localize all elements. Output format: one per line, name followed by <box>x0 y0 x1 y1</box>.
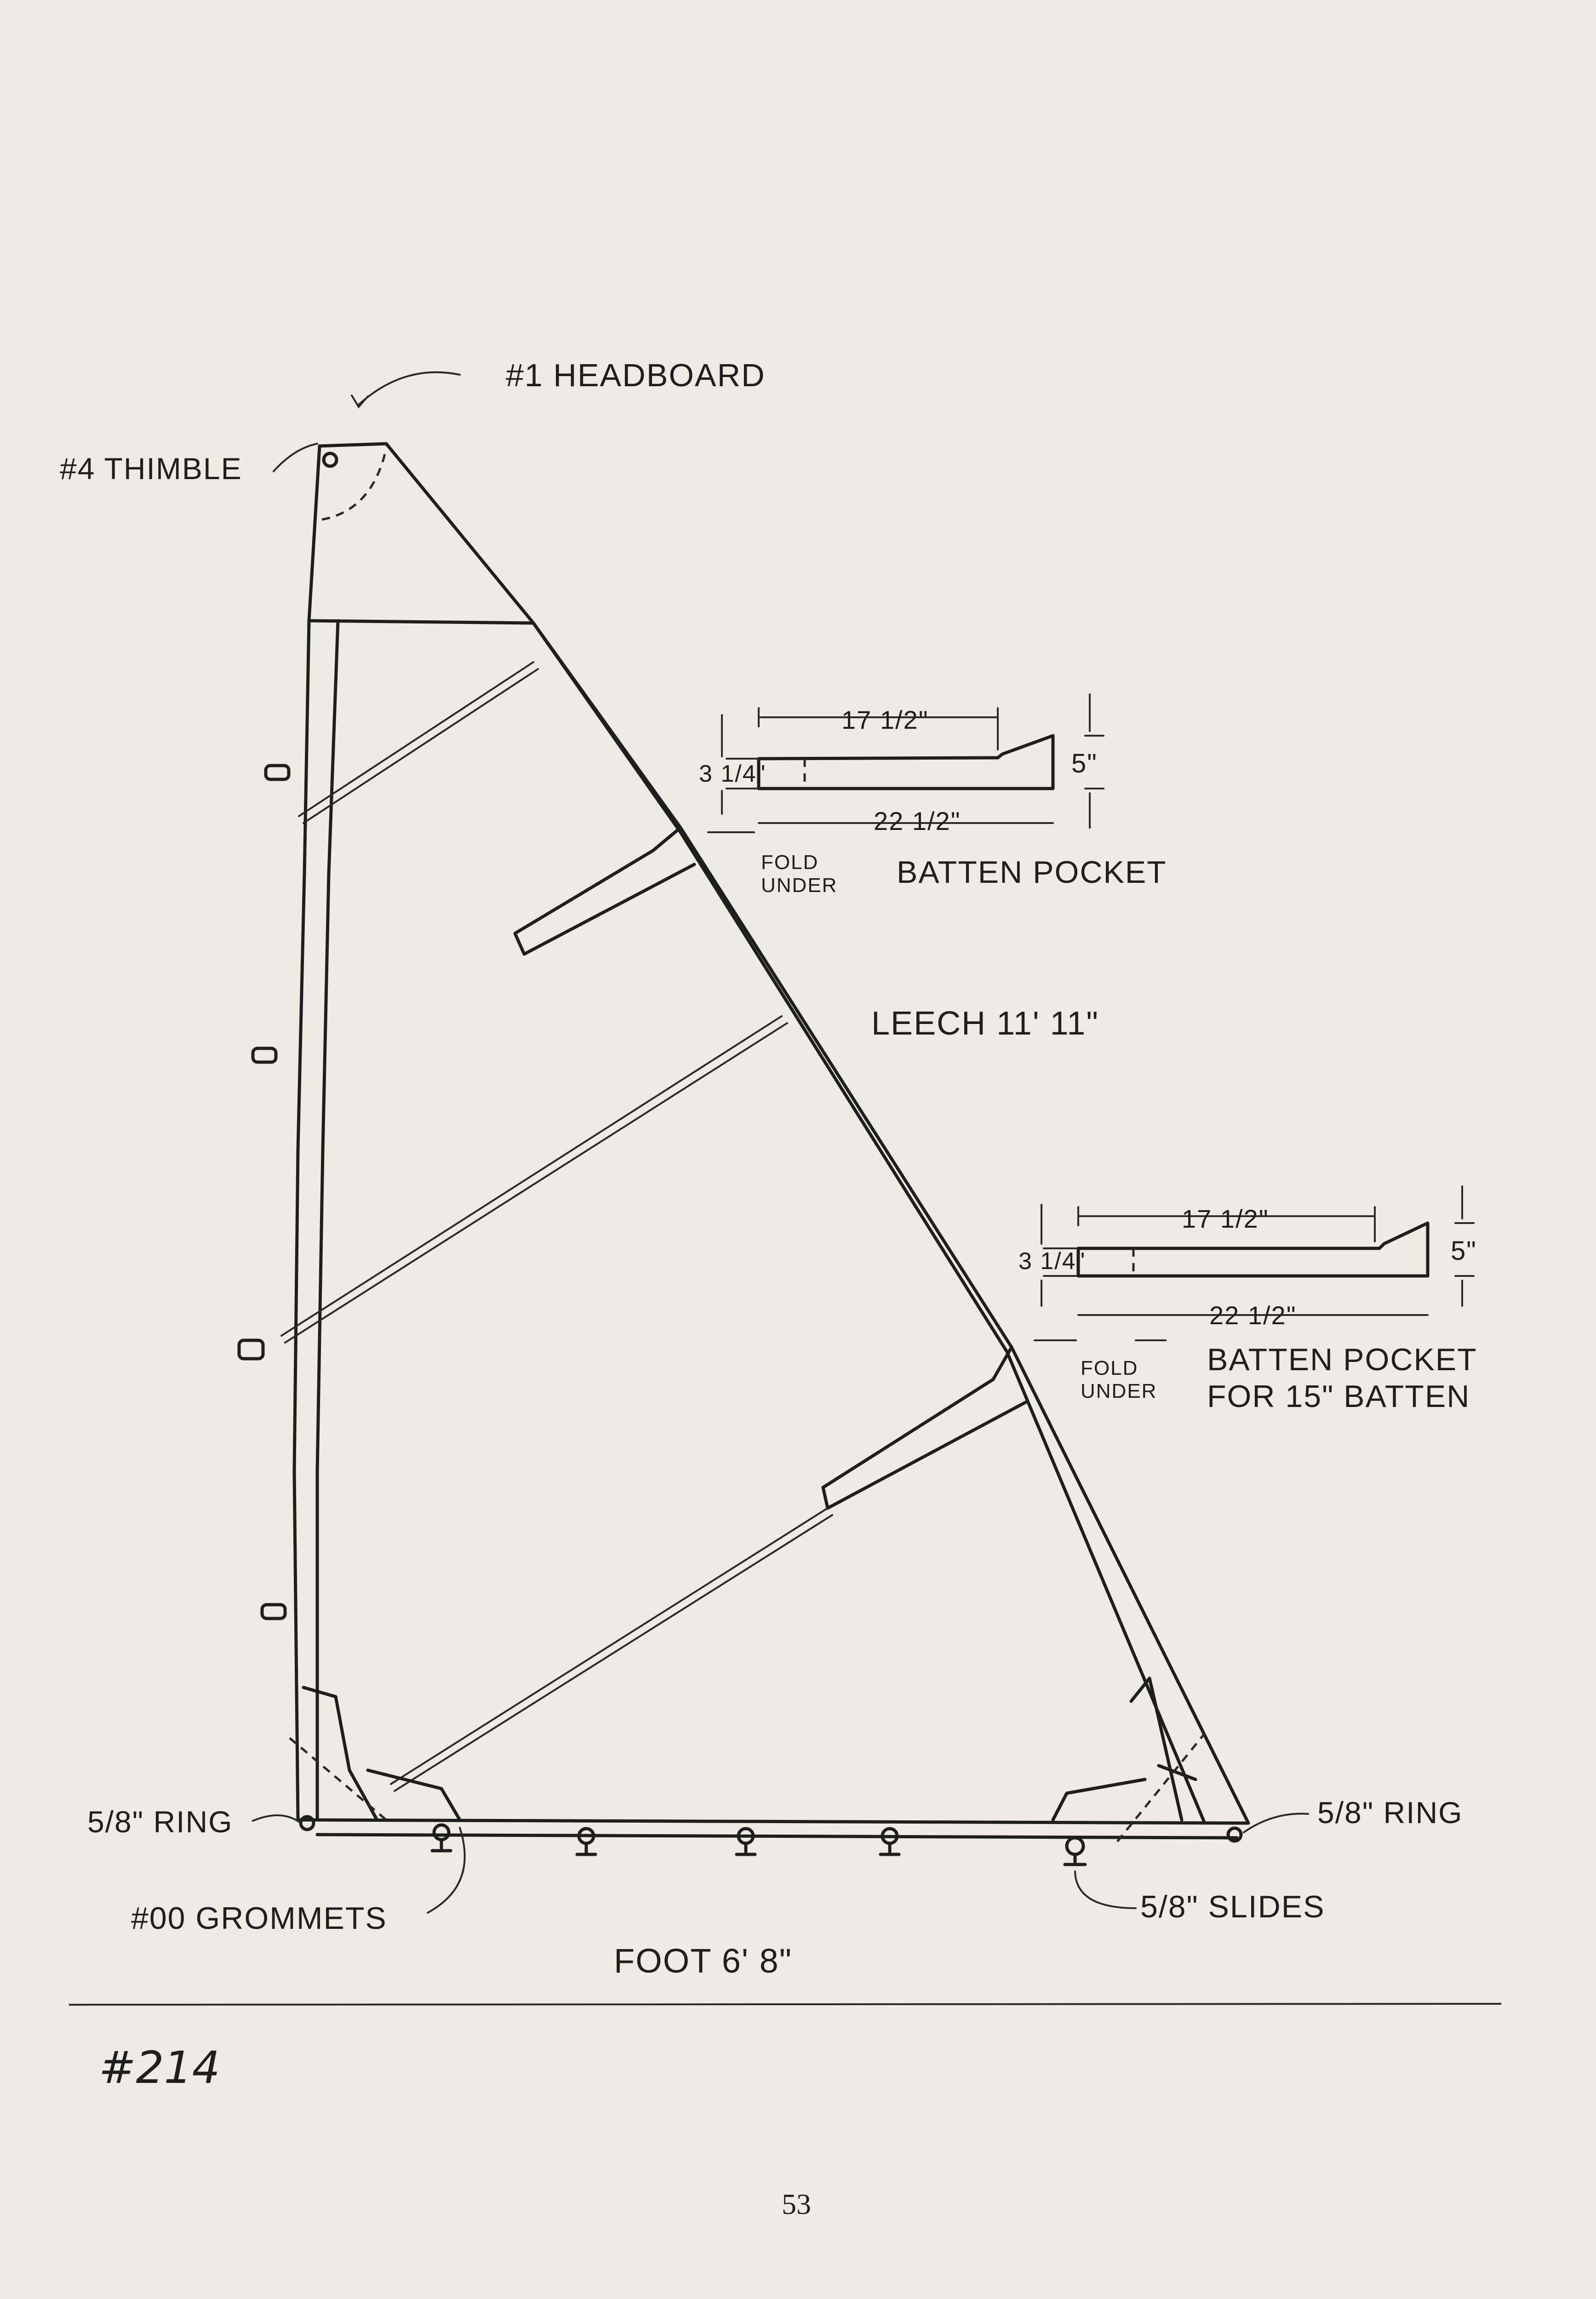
slide-icon <box>262 1605 285 1618</box>
pocket-2-length-bottom: 22 1/2" <box>1209 1301 1297 1330</box>
headboard-leader <box>359 372 460 405</box>
pocket-1-width-right: 5" <box>1071 749 1098 778</box>
headboard-label: #1 HEADBOARD <box>506 357 766 393</box>
sail-outline <box>294 444 1248 1838</box>
pocket-2-length-top: 17 1/2" <box>1182 1204 1269 1233</box>
plan-number: #214 <box>99 2042 220 2093</box>
foot-slides <box>432 1825 1085 1864</box>
pocket-1-length-top: 17 1/2" <box>841 705 929 734</box>
pocket-2-fold: FOLD <box>1081 1357 1138 1379</box>
thimble-leader <box>274 444 317 471</box>
batten-pocket-detail-2 <box>1018 1186 1477 1414</box>
grommets-label: #00 GROMMETS <box>131 1901 387 1936</box>
pocket-1-length-bottom: 22 1/2" <box>874 806 961 835</box>
sail-batten-pockets <box>515 828 1025 1508</box>
thimble-icon <box>324 453 337 466</box>
headboard <box>322 448 386 520</box>
arrow-icon <box>352 395 368 407</box>
pocket-1-under: UNDER <box>761 874 838 897</box>
ring-left-label: 5/8" RING <box>87 1805 233 1839</box>
slide-icon <box>239 1340 263 1359</box>
batten-pocket-detail-1 <box>699 694 1167 897</box>
slide-icon <box>881 1829 899 1854</box>
slide-icon <box>577 1829 595 1854</box>
slide-icon <box>737 1829 755 1854</box>
thimble-label: #4 THIMBLE <box>60 452 242 486</box>
luff-slides <box>239 766 289 1618</box>
divider-line <box>69 2004 1501 2005</box>
ring-right-label: 5/8" RING <box>1317 1796 1463 1830</box>
slides-leader <box>1075 1871 1136 1908</box>
slide-icon <box>432 1825 451 1851</box>
grommets-leader <box>428 1828 465 1913</box>
pocket-2-width-right: 5" <box>1451 1236 1477 1266</box>
slides-label: 5/8" SLIDES <box>1140 1889 1325 1924</box>
pocket-2-title-line2: FOR 15" BATTEN <box>1207 1379 1470 1414</box>
page-number: 53 <box>782 2188 811 2220</box>
ring-left-leader <box>253 1815 299 1822</box>
pocket-1-fold: FOLD <box>761 851 819 874</box>
slide-icon <box>1065 1838 1085 1864</box>
leech-label: LEECH 11' 11" <box>871 1005 1099 1042</box>
pocket-2-under: UNDER <box>1081 1380 1157 1402</box>
corner-patches <box>290 1678 1205 1841</box>
pocket-2-title-line1: BATTEN POCKET <box>1207 1342 1477 1377</box>
pocket-2-width-left: 3 1/4" <box>1018 1248 1086 1275</box>
pocket-1-width-left: 3 1/4" <box>699 761 767 787</box>
pocket-1-title: BATTEN POCKET <box>897 855 1167 890</box>
slide-icon <box>266 766 289 779</box>
foot-label: FOOT 6' 8" <box>614 1942 793 1980</box>
slide-icon <box>253 1048 276 1062</box>
ring-right-leader <box>1244 1814 1308 1833</box>
